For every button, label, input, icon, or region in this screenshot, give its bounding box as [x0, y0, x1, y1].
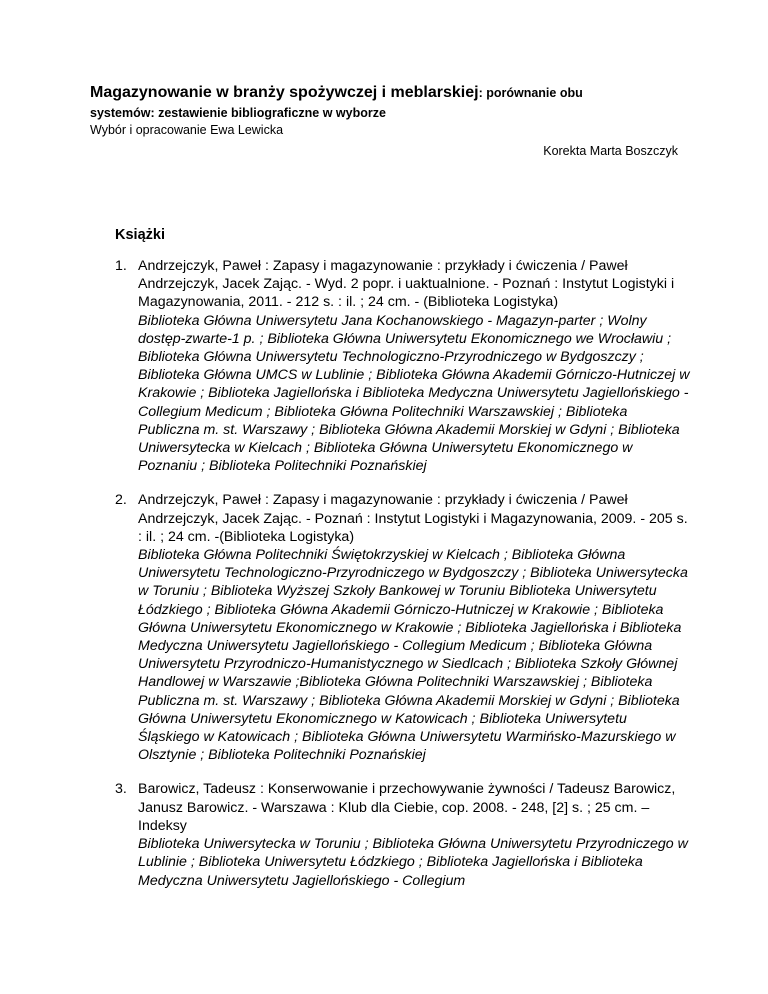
bibliography-entry [115, 257, 690, 475]
entry-number: 2. [115, 492, 127, 509]
korekta-line: Korekta Marta Boszczyk [543, 144, 678, 158]
bibliography-entry [115, 491, 690, 764]
document-title [90, 83, 690, 103]
bibliography-list [115, 257, 690, 906]
title-rest: : porównanie obu [478, 86, 583, 100]
entry-citation: Andrzejczyk, Paweł : Zapasy i magazynowanie : przykłady i ćwiczenia / Paweł Andrzejczyk, Jacek Zając. - Poznań : Instytut Logistyki i Magazynowania, 2009. - 205 s. : il. ; 24 cm. -(Biblioteka Logistyka) [138, 492, 688, 545]
entry-libraries: Biblioteka Główna Uniwersytetu Jana Kochanowskiego - Magazyn-parter ; Wolny dostęp-zwarte-1 p. ; Biblioteka Główna Uniwersytetu Ekonomicznego we Wrocławiu ; Biblioteka Główna Uniwersytetu Technologiczno-Przyrodniczego w Bydgoszczy ; Biblioteka Główna UMCS w Lublinie ; Biblioteka Główna Akademii Górniczo-Hutniczej w Krakowie ; Biblioteka Jagiellońska i Biblioteka Medyczna Uniwersytetu Jagiellońskiego - Collegium Medicum ; Biblioteka Główna Politechniki Warszawskiej ; Biblioteka Publiczna m. st. Warszawy ; Biblioteka Główna Akademii Morskiej w Gdyni ; Biblioteka Uniwersytecka w Kielcach ; Biblioteka Główna Uniwersytetu Ekonomicznego w Poznaniu ; Biblioteka Politechniki Poznańskiej [138, 312, 690, 475]
title-line-2: systemów: zestawienie bibliograficzne w wyborze [90, 106, 386, 120]
author-line: Wybór i opracowanie Ewa Lewicka [90, 123, 284, 137]
entry-citation: Andrzejczyk, Paweł : Zapasy i magazynowanie : przykłady i ćwiczenia / Paweł Andrzejczyk, Jacek Zając. - Wyd. 2 popr. i uaktualnione. - Poznań : Instytut Logistyki i Magazynowania, 2011. - 212 s. : il. ; 24 cm. - (Biblioteka Logistyka) [138, 258, 675, 311]
entry-libraries: Biblioteka Główna Politechniki Świętokrzyskiej w Kielcach ; Biblioteka Główna Uniwersytetu Technologiczno-Przyrodniczego w Bydgoszczy ; Biblioteka Uniwersytecka w Toruniu ; Biblioteka Wyższej Szkoły Bankowej w Toruniu Biblioteka Uniwersytetu Łódzkiego ; Biblioteka Główna Akademii Górniczo-Hutniczej w Krakowie ; Biblioteka Główna Uniwersytetu Ekonomicznego w Krakowie ; Biblioteka Jagiellońska i Biblioteka Medyczna Uniwersytetu Jagiellońskiego - Collegium Medicum ; Biblioteka Główna Uniwersytetu Przyrodniczo-Humanistycznego w Siedlcach ; Biblioteka Szkoły Głównej Handlowej w Warszawie ;Biblioteka Główna Politechniki Warszawskiej ; Biblioteka Publiczna m. st. Warszawy ; Biblioteka Główna Akademii Morskiej w Gdyni ; Biblioteka Główna Uniwersytetu Ekonomicznego w Katowicach ; Biblioteka Uniwersytetu Śląskiego w Katowicach ; Biblioteka Główna Uniwersytetu Warmińsko-Mazurskiego w Olsztynie ; Biblioteka Politechniki Poznańskiej [138, 547, 688, 764]
entry-number: 1. [115, 258, 127, 274]
section-heading: Książki [115, 227, 165, 243]
entry-libraries: Biblioteka Uniwersytecka w Toruniu ; Biblioteka Główna Uniwersytetu Przyrodniczego w Lublinie ; Biblioteka Uniwersytetu Łódzkiego ; Biblioteka Jagiellońska i Biblioteka Medyczna Uniwersytetu Jagiellońskiego - Collegium [138, 836, 688, 889]
title-main: Magazynowanie w branży spożywczej i meblarskiej [90, 84, 479, 101]
title-block [90, 83, 690, 139]
entry-number: 3. [115, 781, 127, 798]
bibliography-entry [115, 780, 690, 889]
entry-citation: Barowicz, Tadeusz : Konserwowanie i przechowywanie żywności / Tadeusz Barowicz, Janusz Barowicz. - Warszawa : Klub dla Ciebie, cop. 2008. - 248, [2] s. ; 25 cm. – Indeksy [138, 781, 676, 834]
